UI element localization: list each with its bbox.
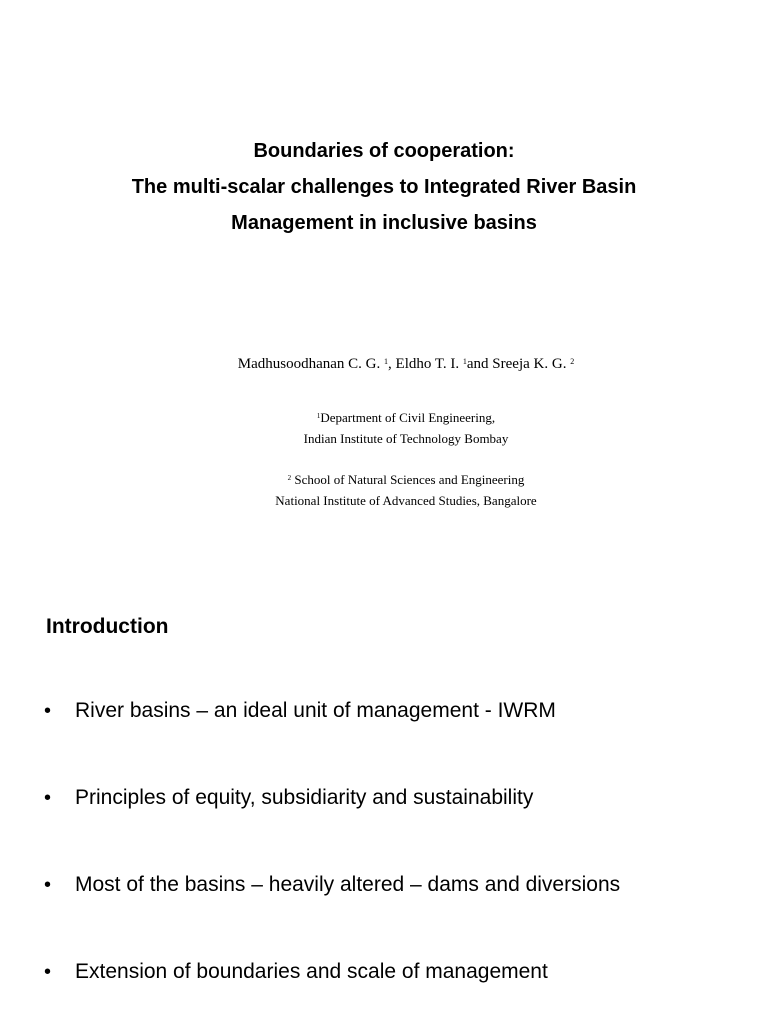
affiliation-line: Indian Institute of Technology Bombay [303,431,509,446]
affiliation-marker: 1 [462,357,467,366]
affiliation-line: Department of Civil Engineering, [320,410,496,425]
paper-title [0,133,768,241]
bullet-text: Extension of boundaries and scale of management [75,960,548,983]
title-line: Boundaries of cooperation: [253,140,515,162]
title-line: Management in inclusive basins [231,212,537,234]
content-slide [0,560,768,1024]
affiliation-marker: 1 [316,412,321,420]
affiliation-line: School of Natural Sciences and Engineering [291,472,525,487]
author-list [0,356,768,373]
list-item [44,696,764,726]
title-line: The multi-scalar challenges to Integrated River Basin [131,176,637,198]
affiliation-marker: 1 [384,357,389,366]
bullet-icon: • [44,874,52,896]
bullet-icon: • [44,700,52,722]
affiliation-marker: 2 [287,474,292,482]
list-item [44,870,764,900]
affiliation-1 [0,407,768,449]
list-item [44,957,764,987]
bullet-icon: • [44,787,52,809]
bullet-text: Principles of equity, subsidiarity and sustainability [75,786,534,809]
author-name: , Eldho T. I. [388,356,463,372]
author-name: and Sreeja K. G. [466,356,571,372]
bullet-text: River basins – an ideal unit of management - IWRM [75,699,556,722]
slide-heading: Introduction [46,615,169,638]
bullet-list [0,560,768,1024]
affiliation-marker: 2 [570,357,575,366]
bullet-text: Most of the basins – heavily altered – dams and diversions [75,873,621,896]
affiliation-line: National Institute of Advanced Studies, Bangalore [275,493,537,508]
list-item [44,783,764,813]
affiliation-2 [0,469,768,511]
author-name: Madhusoodhanan C. G. [237,356,385,372]
bullet-icon: • [44,961,52,983]
